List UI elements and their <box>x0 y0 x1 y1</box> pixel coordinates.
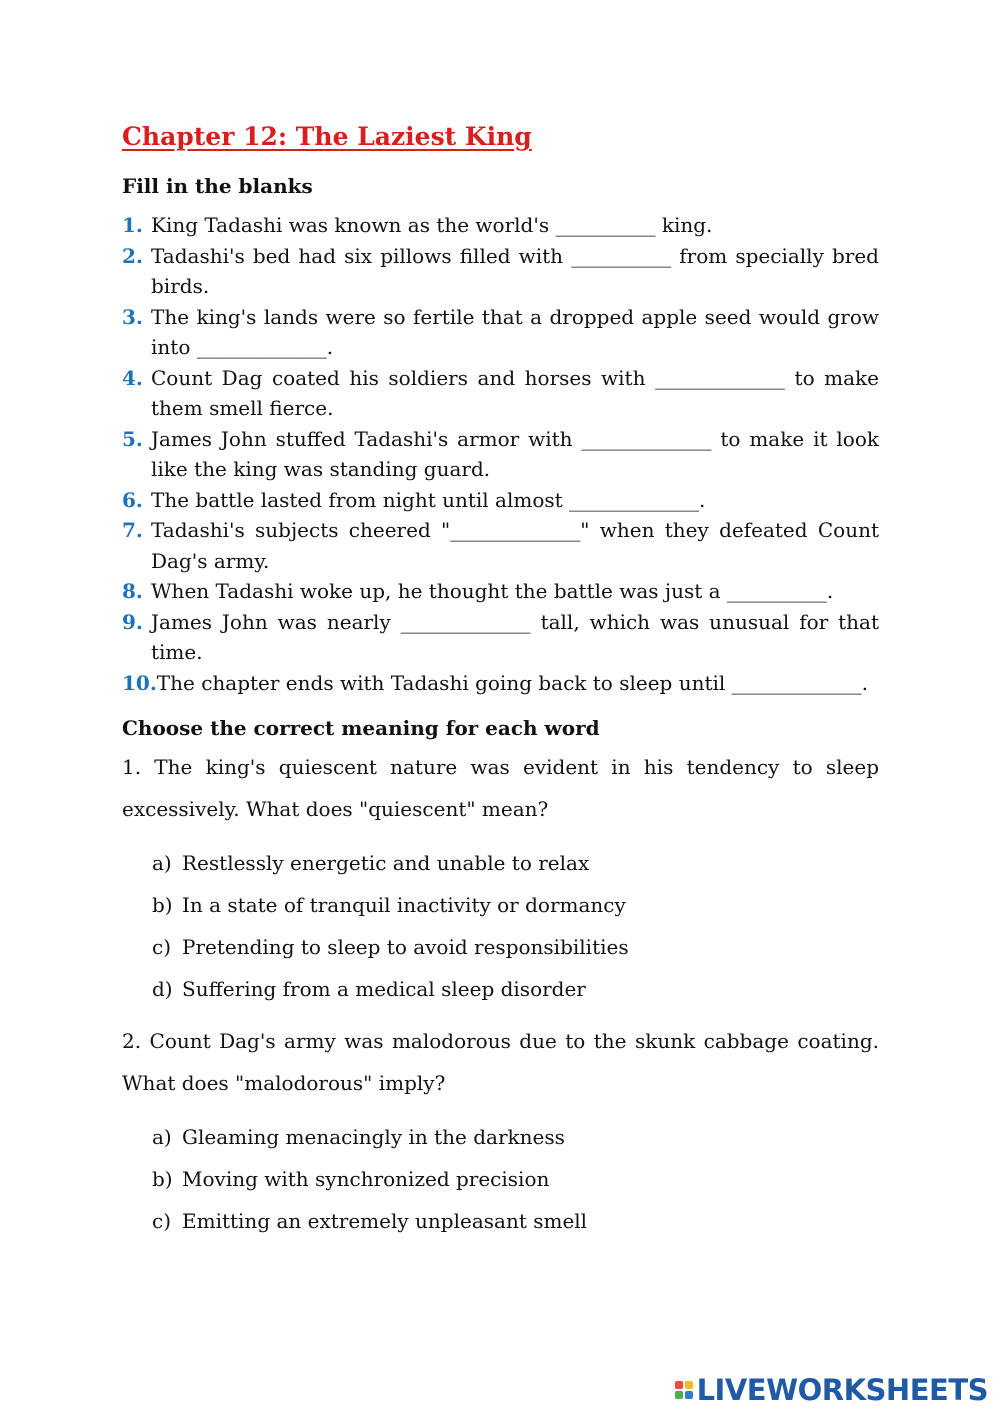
list-item: 10. The chapter ends with Tadashi going back to sleep until _____________. <box>122 670 868 695</box>
logo-square <box>675 1381 683 1389</box>
list-item: 6. The battle lasted from night until almost _____________. <box>122 487 706 512</box>
logo-square <box>685 1391 693 1399</box>
fill-blanks-list <box>122 210 879 698</box>
logo-text: LIVEWORKSHEETS <box>696 1373 988 1407</box>
option-item[interactable]: b) Moving with synchronized precision <box>152 1167 550 1191</box>
list-item: 4. Count Dag coated his soldiers and horses with _____________ to make them smell fierce. <box>122 365 879 420</box>
list-item: 9. James John was nearly _____________ tall, which was unusual for that time. <box>122 609 879 664</box>
chapter-title: Chapter 12: The Laziest King <box>122 122 532 151</box>
list-item: 5. James John stuffed Tadashi's armor with _____________ to make it look like the king was standing guard. <box>122 426 879 481</box>
liveworksheets-logo <box>675 1374 988 1406</box>
list-item: 8. When Tadashi woke up, he thought the battle was just a __________. <box>122 579 834 603</box>
question-1: 1. The king's quiescent nature was evident in his tendency to sleep excessively. What does "quiescent" mean? <box>122 755 879 821</box>
logo-square <box>685 1381 693 1389</box>
option-item[interactable]: a) Restlessly energetic and unable to relax <box>152 851 590 875</box>
question-1-options <box>152 842 879 1010</box>
logo-square <box>675 1391 683 1399</box>
option-item[interactable]: c) Pretending to sleep to avoid responsibilities <box>152 935 629 959</box>
list-item: 3. The king's lands were so fertile that a dropped apple seed would grow into _____________. <box>122 304 879 359</box>
logo-icon <box>675 1381 693 1399</box>
option-item[interactable]: b) In a state of tranquil inactivity or dormancy <box>152 893 626 917</box>
question-2-options <box>152 1116 879 1242</box>
worksheet-page <box>122 120 879 1242</box>
option-item[interactable]: d) Suffering from a medical sleep disorder <box>152 977 586 1001</box>
option-item[interactable]: c) Emitting an extremely unpleasant smell <box>152 1209 588 1233</box>
question-2: 2. Count Dag's army was malodorous due to the skunk cabbage coating. What does "malodorous" imply? <box>122 1029 879 1095</box>
option-item[interactable]: a) Gleaming menacingly in the darkness <box>152 1125 565 1149</box>
fill-blanks-heading: Fill in the blanks <box>122 174 313 198</box>
word-meaning-heading: Choose the correct meaning for each word <box>122 716 600 740</box>
list-item: 2. Tadashi's bed had six pillows filled with __________ from specially bred birds. <box>122 243 879 298</box>
list-item: 7. Tadashi's subjects cheered "_____________" when they defeated Count Dag's army. <box>122 518 879 573</box>
list-item: 1. King Tadashi was known as the world's __________ king. <box>122 213 713 237</box>
